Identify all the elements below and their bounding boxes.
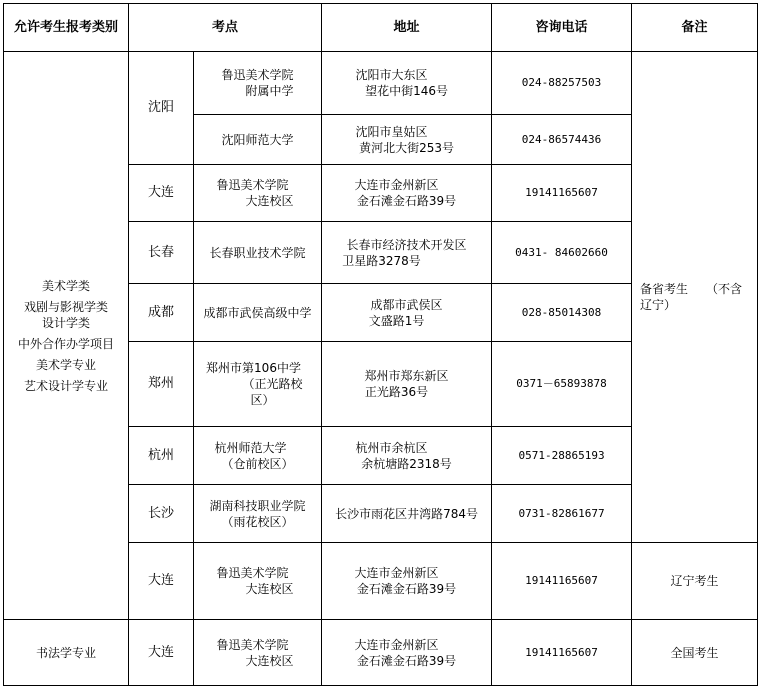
site-line: 成都市武侯高级中学 — [203, 305, 312, 320]
city-cell: 长春 — [129, 222, 194, 284]
phone-cell: 19141165607 — [492, 620, 632, 686]
address-cell — [322, 620, 492, 686]
site-line: （正光路校 — [242, 377, 303, 391]
city-cell: 大连 — [129, 620, 194, 686]
category-item: 美术学类 — [41, 278, 90, 293]
address-line: 沈阳市大东区 — [355, 68, 428, 82]
site-cell — [194, 342, 322, 427]
category-cell-calligraphy: 书法学专业 — [4, 620, 129, 686]
exam-sites-table — [3, 3, 758, 686]
note-text: 备省考生 （不含辽宁） — [640, 282, 743, 312]
site-line: 大连校区 — [245, 653, 294, 668]
phone-cell: 024-86574436 — [492, 115, 632, 165]
address-cell — [322, 485, 492, 543]
site-cell — [194, 543, 322, 620]
address-line: 金石滩金石路39号 — [356, 194, 457, 208]
address-line: 大连市金州新区 — [354, 566, 439, 580]
site-line: 沈阳师范大学 — [221, 132, 294, 147]
site-cell — [194, 284, 322, 342]
site-cell — [194, 165, 322, 222]
address-line: 文盛路1号 — [368, 313, 425, 328]
address-line: 郑州市郑东新区 — [364, 369, 449, 383]
category-cell-art — [4, 52, 129, 620]
site-cell — [194, 485, 322, 543]
address-line: 望花中街146号 — [365, 84, 448, 98]
address-cell — [322, 342, 492, 427]
address-line: 正光路36号 — [364, 385, 429, 399]
address-cell — [322, 52, 492, 115]
phone-cell: 0371－65893878 — [492, 342, 632, 427]
site-line: 大连校区 — [245, 582, 294, 596]
site-cell — [194, 115, 322, 165]
site-line: 湖南科技职业学院 — [209, 498, 306, 513]
table-row — [4, 52, 758, 115]
address-line: 大连市金州新区 — [354, 637, 439, 652]
phone-cell: 0431- 84602660 — [492, 222, 632, 284]
site-line: 附属中学 — [245, 84, 294, 98]
address-line: 长春市经济技术开发区 — [346, 237, 467, 252]
phone-cell: 028-85014308 — [492, 284, 632, 342]
site-cell — [194, 620, 322, 686]
city-cell: 沈阳 — [129, 52, 194, 165]
address-cell — [322, 165, 492, 222]
city-cell: 长沙 — [129, 485, 194, 543]
note-cell-provinces — [632, 52, 758, 543]
header-phone: 咨询电话 — [492, 4, 632, 52]
address-line: 沈阳市皇姑区 — [355, 124, 428, 139]
phone-cell: 19141165607 — [492, 165, 632, 222]
phone-cell: 0731-82861677 — [492, 485, 632, 543]
address-line: 杭州市余杭区 — [355, 440, 428, 455]
site-line: 鲁迅美术学院 — [216, 566, 289, 580]
address-cell — [322, 115, 492, 165]
address-line: 卫星路3278号 — [342, 253, 421, 268]
table-row — [4, 620, 758, 686]
phone-cell: 024-88257503 — [492, 52, 632, 115]
address-line: 金石滩金石路39号 — [356, 653, 457, 668]
address-cell — [322, 284, 492, 342]
address-cell — [322, 222, 492, 284]
site-cell — [194, 52, 322, 115]
site-line: 大连校区 — [245, 194, 294, 208]
header-site: 考点 — [129, 4, 322, 52]
address-line: 大连市金州新区 — [354, 178, 439, 192]
address-cell — [322, 427, 492, 485]
city-cell: 成都 — [129, 284, 194, 342]
site-line: 鲁迅美术学院 — [216, 637, 289, 652]
phone-cell: 0571-28865193 — [492, 427, 632, 485]
address-line: 成都市武侯区 — [370, 297, 443, 312]
site-line: 长春职业技术学院 — [209, 245, 306, 260]
category-item: 设计学类 — [41, 315, 90, 330]
address-line: 金石滩金石路39号 — [356, 582, 457, 596]
site-cell — [194, 222, 322, 284]
header-address: 地址 — [322, 4, 492, 52]
site-line: （雨花校区） — [221, 514, 294, 529]
city-cell: 大连 — [129, 165, 194, 222]
header-note: 备注 — [632, 4, 758, 52]
note-cell-liaoning: 辽宁考生 — [632, 543, 758, 620]
category-item: 美术学专业 — [35, 357, 96, 372]
category-item: 艺术设计学专业 — [23, 378, 108, 393]
address-cell — [322, 543, 492, 620]
city-cell: 大连 — [129, 543, 194, 620]
phone-cell: 19141165607 — [492, 543, 632, 620]
header-category: 允许考生报考类别 — [4, 4, 129, 52]
site-line: 鲁迅美术学院 — [221, 68, 294, 82]
city-cell: 杭州 — [129, 427, 194, 485]
site-line: 郑州市第106中学 — [206, 361, 301, 375]
note-cell-national: 全国考生 — [632, 620, 758, 686]
site-line: 鲁迅美术学院 — [216, 178, 289, 192]
header-row — [4, 4, 758, 52]
address-line: 黄河北大街253号 — [359, 140, 454, 155]
site-cell — [194, 427, 322, 485]
city-cell: 郑州 — [129, 342, 194, 427]
site-line: （仓前校区） — [221, 456, 294, 471]
category-item: 中外合作办学项目 — [17, 336, 114, 351]
address-line: 长沙市雨花区井湾路784号 — [335, 506, 478, 521]
category-item: 戏剧与影视学类 — [23, 299, 108, 314]
address-line: 余杭塘路2318号 — [361, 456, 452, 471]
site-line: 杭州师范大学 — [214, 440, 287, 455]
site-line: 区） — [250, 393, 275, 407]
